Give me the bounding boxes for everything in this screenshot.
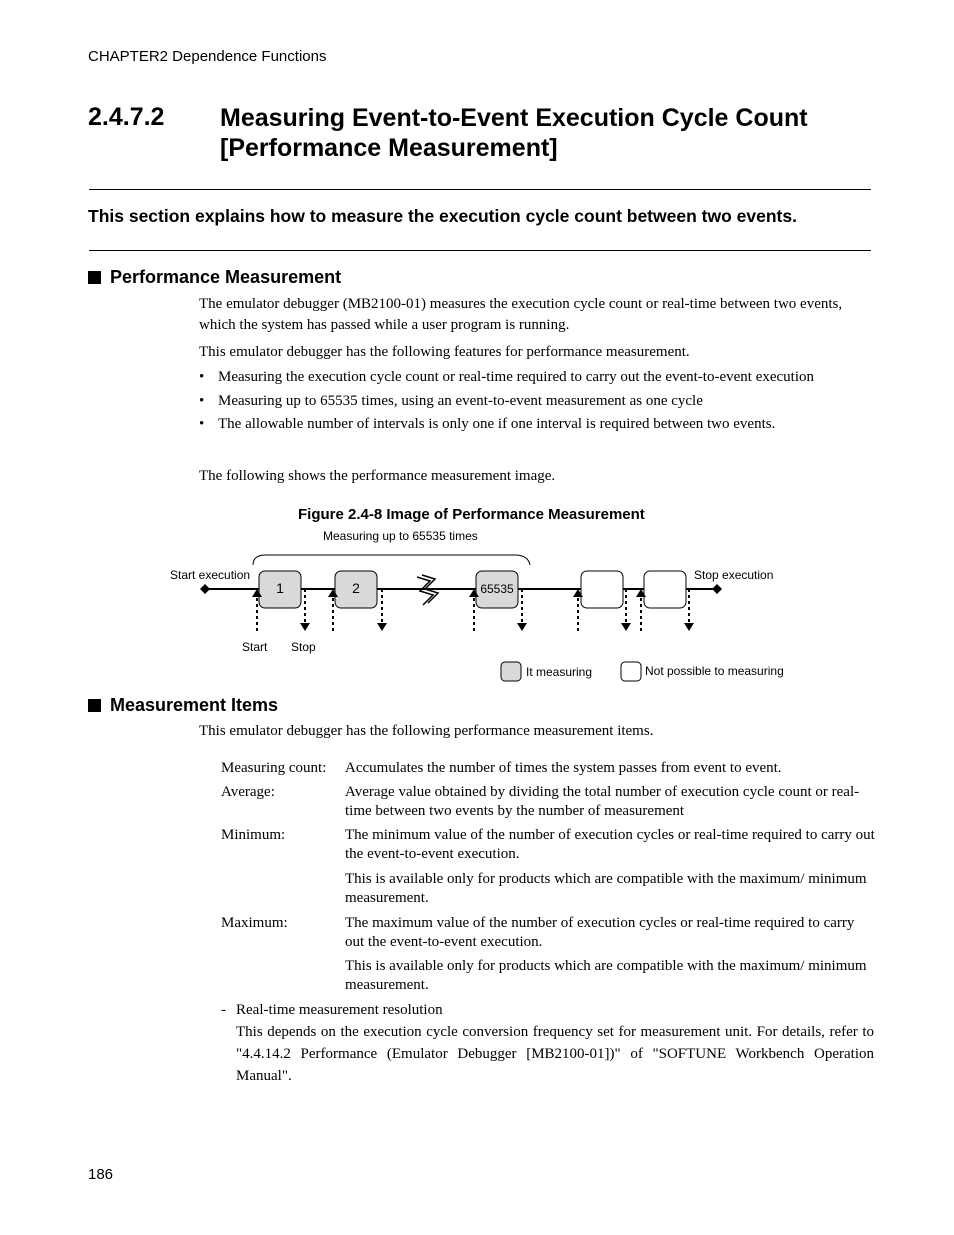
list-item: [199, 393, 703, 410]
dash-bullet: -: [221, 1002, 226, 1018]
brace-label: Measuring up to 65535 times: [323, 529, 478, 543]
list-item-text: Measuring up to 65535 times, using an event-to-event measurement as one cycle: [218, 393, 703, 409]
performance-paragraph-1: The emulator debugger (MB2100-01) measures the execution cycle count or real-time between two events, which the system has passed while a user program is running.: [199, 296, 843, 333]
brace: [253, 555, 530, 565]
note-maximum: This is available only for products which are compatible with the maximum/ minimum measurement.: [345, 958, 867, 993]
section-number: 2.4.7.2: [88, 103, 165, 131]
down-arrowheads: [300, 623, 694, 631]
not-possible-box: [644, 571, 686, 608]
start-label: Start: [242, 640, 268, 654]
box-2-label: 2: [352, 580, 360, 596]
not-possible-box: [581, 571, 623, 608]
figure-caption: Figure 2.4-8 Image of Performance Measurement: [298, 506, 645, 523]
page-number: 186: [88, 1166, 114, 1183]
definition-measuring-count: Accumulates the number of times the system passes from event to event.: [345, 760, 782, 776]
stop-diamond-icon: [712, 584, 722, 594]
bullet-icon: •: [199, 369, 205, 385]
list-item-text: Measuring the execution cycle count or real-time required to carry out the event-to-event execution: [218, 369, 815, 385]
legend-measuring-swatch: [501, 662, 521, 681]
heading-measurement-items: [88, 695, 278, 716]
realtime-description: This depends on the execution cycle conversion frequency set for measurement unit. For details, refer to "4.4.14.2 Performance (Emulator Debugger [MB2100-01])" of "SOFTUNE Workbench Operation Manual".: [236, 1024, 874, 1084]
bullet-icon: •: [199, 393, 205, 409]
stop-label: Stop: [291, 640, 316, 654]
list-item: [199, 369, 814, 386]
performance-paragraph-2: This emulator debugger has the following features for performance measurement.: [199, 344, 690, 360]
chapter-header: CHAPTER2 Dependence Functions: [88, 48, 327, 65]
stop-execution-label: Stop execution: [694, 568, 774, 582]
term-measuring-count: Measuring count:: [221, 760, 327, 776]
list-item: [199, 416, 775, 433]
definition-maximum: The maximum value of the number of execution cycles or real-time required to carry out the event-to-event execution.: [345, 915, 855, 950]
heading-text: Measurement Items: [110, 695, 279, 715]
square-bullet-icon: [88, 699, 101, 712]
box-65535-label: 65535: [480, 582, 514, 596]
term-maximum: Maximum:: [221, 915, 288, 931]
legend-not-possible-swatch: [621, 662, 641, 681]
heading-text: Performance Measurement: [110, 267, 342, 287]
heading-performance-measurement: [88, 267, 341, 288]
start-execution-label: Start execution: [170, 568, 251, 582]
figure-lead-in: The following shows the performance measurement image.: [199, 468, 556, 484]
term-average: Average:: [221, 784, 275, 800]
square-bullet-icon: [88, 271, 101, 284]
legend-measuring-label: It measuring: [526, 665, 593, 679]
bullet-icon: •: [199, 416, 205, 432]
note-minimum: This is available only for products which are compatible with the maximum/ minimum measurement.: [345, 871, 867, 906]
section-intro: This section explains how to measure the execution cycle count between two events.: [88, 206, 797, 226]
performance-diagram: [160, 525, 820, 690]
realtime-title: Real-time measurement resolution: [236, 1002, 443, 1018]
divider-top: [89, 189, 871, 190]
definition-average: Average value obtained by dividing the total number of execution cycle count or real-time between two events by the number of measurement: [345, 784, 860, 819]
start-diamond-icon: [200, 584, 210, 594]
section-title: Measuring Event-to-Event Execution Cycle Count [Performance Measurement]: [220, 104, 808, 162]
items-intro: This emulator debugger has the following performance measurement items.: [199, 723, 654, 739]
divider-bottom: [89, 250, 871, 251]
legend-not-possible-label: Not possible to measuring: [645, 664, 784, 678]
box-1-label: 1: [276, 580, 284, 596]
definition-minimum: The minimum value of the number of execution cycles or real-time required to carry out the event-to-event execution.: [345, 827, 875, 862]
term-minimum: Minimum:: [221, 827, 286, 843]
list-item-text: The allowable number of intervals is only one if one interval is required between two events.: [218, 416, 776, 432]
